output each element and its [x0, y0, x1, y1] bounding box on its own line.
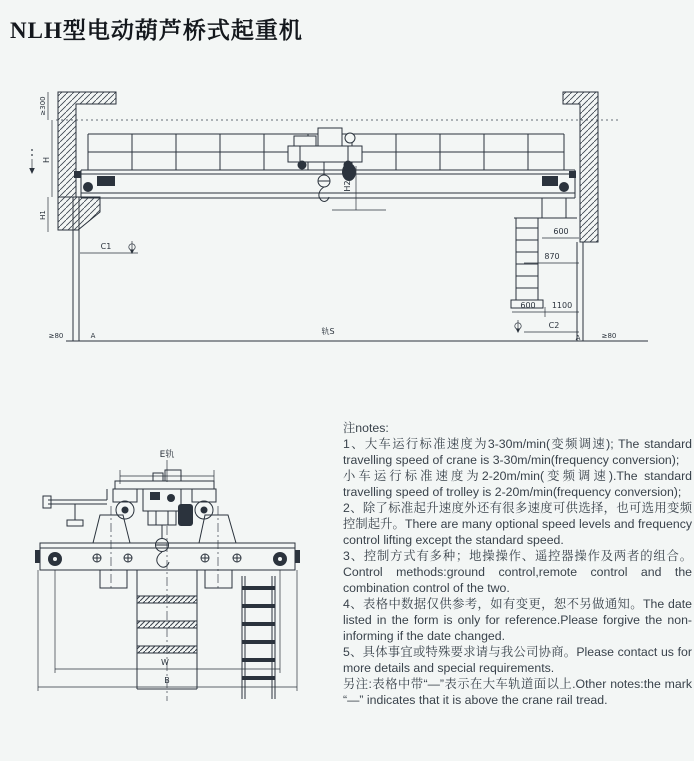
dim-w-label: W [161, 658, 169, 667]
page-title: NLH型电动葫芦桥式起重机 [10, 18, 303, 43]
left-wall [58, 92, 116, 341]
festoon-bracket [43, 489, 107, 526]
dim-870-label: 870 [544, 252, 560, 261]
trolley-end-view [113, 470, 216, 567]
hanger-plate [100, 570, 127, 588]
hanger-plate [205, 570, 232, 588]
dim-h2 [332, 166, 386, 210]
hook-approach-icon [129, 241, 135, 254]
dim-h1-label: H1 [39, 210, 47, 220]
dim-a-right-label: A [575, 334, 581, 342]
hook-approach-icon [515, 320, 521, 333]
dim-600-lower-label: 600 [520, 301, 536, 310]
dim-b-label: B [164, 676, 170, 685]
dims-left [29, 92, 52, 232]
dim-a-left-label: A [90, 332, 96, 340]
dim-c1 [80, 241, 138, 254]
front-view-drawing [18, 70, 678, 375]
hoist-housing [143, 489, 181, 511]
note-item: 3、控制方式有多种；地操操作、遥控器操作及两者的组合。Control methods:ground control,remote control and the combination control of the two. [343, 549, 692, 595]
hoist-drum [342, 163, 356, 181]
side-view-drawing [15, 426, 345, 748]
level-datum-icon [29, 149, 35, 174]
access-ladder [242, 576, 275, 699]
dim-gap-left-label: ≥80 [48, 332, 64, 340]
note-item: 5、具体事宜或特殊要求请与我公司协商。Please contact us for more details and special requirements. [343, 645, 692, 675]
dim-e [120, 448, 214, 484]
dim-gap-right-label: ≥80 [601, 332, 617, 340]
dims-right [512, 227, 616, 342]
dim-h-label: H [42, 156, 51, 164]
note-item: 4、表格中数据仅供参考，如有变更，恕不另做通知。The date listed in the form is only for reference.Please forgive the non-informing if the date changed. [343, 597, 692, 643]
note-item: 小车运行标准速度为2-20m/min(变频调速).The standard travelling speed of trolley is 2-20m/min(frequency conversion); [343, 469, 692, 499]
notes-heading: 注notes: [343, 421, 389, 435]
girder-section [137, 526, 197, 701]
dim-clearance-top-label: ≥300 [39, 96, 47, 116]
trolley-wheel [298, 161, 307, 170]
hoist-motor [178, 504, 193, 526]
dim-h2-label: H2 [343, 180, 352, 192]
dim-c1-label: C1 [100, 242, 112, 251]
dim-c2-label: C2 [548, 321, 560, 330]
dim-1100-label: 1100 [551, 301, 573, 310]
notes-section [343, 420, 692, 708]
note-item: 1、大车运行标准速度为3-30m/min(变频调速); The standard travelling speed of crane is 3-30m/min(frequency conversion); [343, 437, 692, 467]
hook [318, 175, 330, 201]
note-item: 另注:表格中带“—”表示在大车轨道面以上.Other notes:the mark “—” indicates that it is above the crane rail tread. [343, 677, 692, 707]
dim-e-label: E轨 [159, 450, 175, 460]
dim-span-label: 轨S [321, 327, 335, 336]
dim-600-upper-label: 600 [553, 227, 569, 236]
note-item: 2、除了标准起升速度外还有很多速度可供选择，也可选用变频控制起升。There are many optional speed levels and frequency control lifting except the standard speed. [343, 501, 692, 547]
